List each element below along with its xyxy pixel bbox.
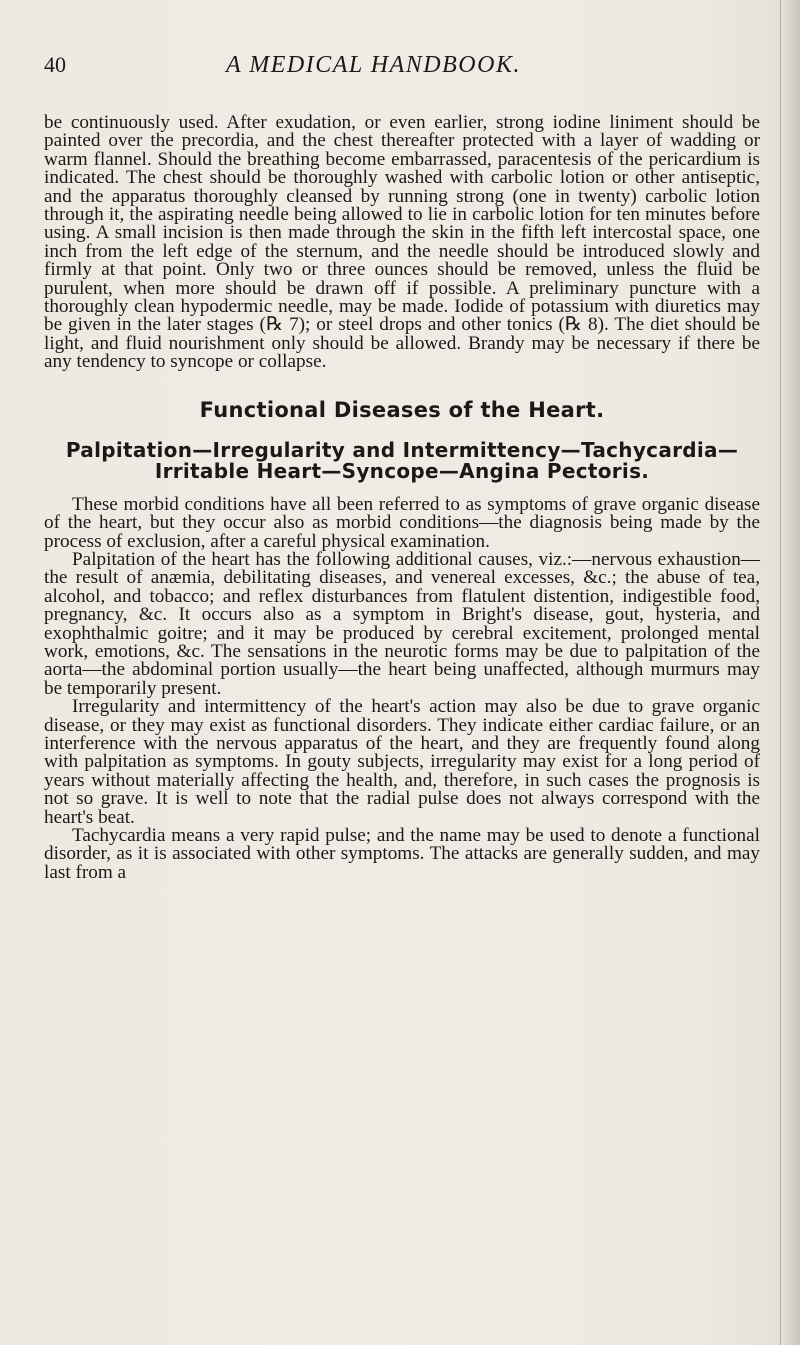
running-title: A MEDICAL HANDBOOK. <box>226 52 521 78</box>
page-number: 40 <box>44 52 66 77</box>
paragraph-palpitation: Palpitation of the heart has the following additional causes, viz.:—nervous exhaustion—the result of anæmia, debilitating diseases, and venereal excesses, &c.; the abuse of tea, alcohol, and tobacco; and reflex disturbances from flatulent distention, indigestible food, pregnancy, &c. It occurs also as a symptom in Bright's disease, gout, hysteria, and exophthalmic goitre; and it may be produced by cerebral excitement, prolonged mental work, emotions, &c. The sensations in the neurotic forms may be due to palpitation of the aorta—the abdominal portion usually—the heart being unaffected, although murmurs may be temporarily present. <box>44 548 760 699</box>
paragraph-continued: be continuously used. After exudation, or even earlier, strong iodine liniment should be painted over the precordia, and the chest thereafter protected with a layer of wadding or warm flannel. Should the breathing become embarrassed, paracentesis of the pericardium is indicated. The chest should be thoroughly washed with carbolic lotion or other antiseptic, and the apparatus thoroughly cleansed by running strong (one in twenty) carbolic lotion through it, the aspirating needle being allowed to lie in carbolic lotion for ten minutes before using. A small incision is then made through the skin in the fifth left intercostal space, one inch from the left edge of the sternum, and the needle should be introduced slowly and firmly at that point. Only two or three ounces should be removed, unless the fluid be purulent, when more should be drawn off if possible. A preliminary puncture with a thoroughly clean hypodermic needle, may be made. Iodide of potassium with diuretics may be given in the later stages (℞ 7); or steel drops and other tonics (℞ 8). The diet should be light, and fluid nourishment only should be allowed. Brandy may be necessary if there be any tendency to syncope or collapse. <box>44 112 760 373</box>
subsection-title-line-2: Irritable Heart—Syncope—Angina Pectoris. <box>154 458 650 483</box>
subsection-title-line-1: Palpitation—Irregularity and Intermittency—Tachycardia— <box>65 437 739 462</box>
page-body <box>44 114 760 882</box>
section-title: Functional Diseases of the Heart. <box>199 397 605 422</box>
paragraph-irregularity: Irregularity and intermittency of the heart's action may also be due to grave organic disease, or they may exist as functional disorders. They indicate either cardiac failure, or an interference with the nervous apparatus of the heart, and they are frequently found along with palpitation as symptoms. In gouty subjects, irregularity may exist for a long period of years without materially affecting the health, and, therefore, in such cases the prognosis is not so grave. It is well to note that the radial pulse does not always correspond with the heart's beat. <box>44 696 760 828</box>
subsection-title <box>44 437 760 483</box>
paragraph-tachycardia: Tachycardia means a very rapid pulse; and the name may be used to denote a functional disorder, as it is associated with other symptoms. The attacks are generally sudden, and may last from a <box>44 825 760 883</box>
page-header <box>44 52 764 88</box>
page-edge-line <box>780 0 781 1345</box>
page-edge-shadow <box>782 0 800 1345</box>
paragraph-morbid-conditions: These morbid conditions have all been referred to as symptoms of grave organic disease of the heart, but they occur also as morbid conditions—the diagnosis being made by the process of exclusion, after a careful physical examination. <box>44 493 760 552</box>
